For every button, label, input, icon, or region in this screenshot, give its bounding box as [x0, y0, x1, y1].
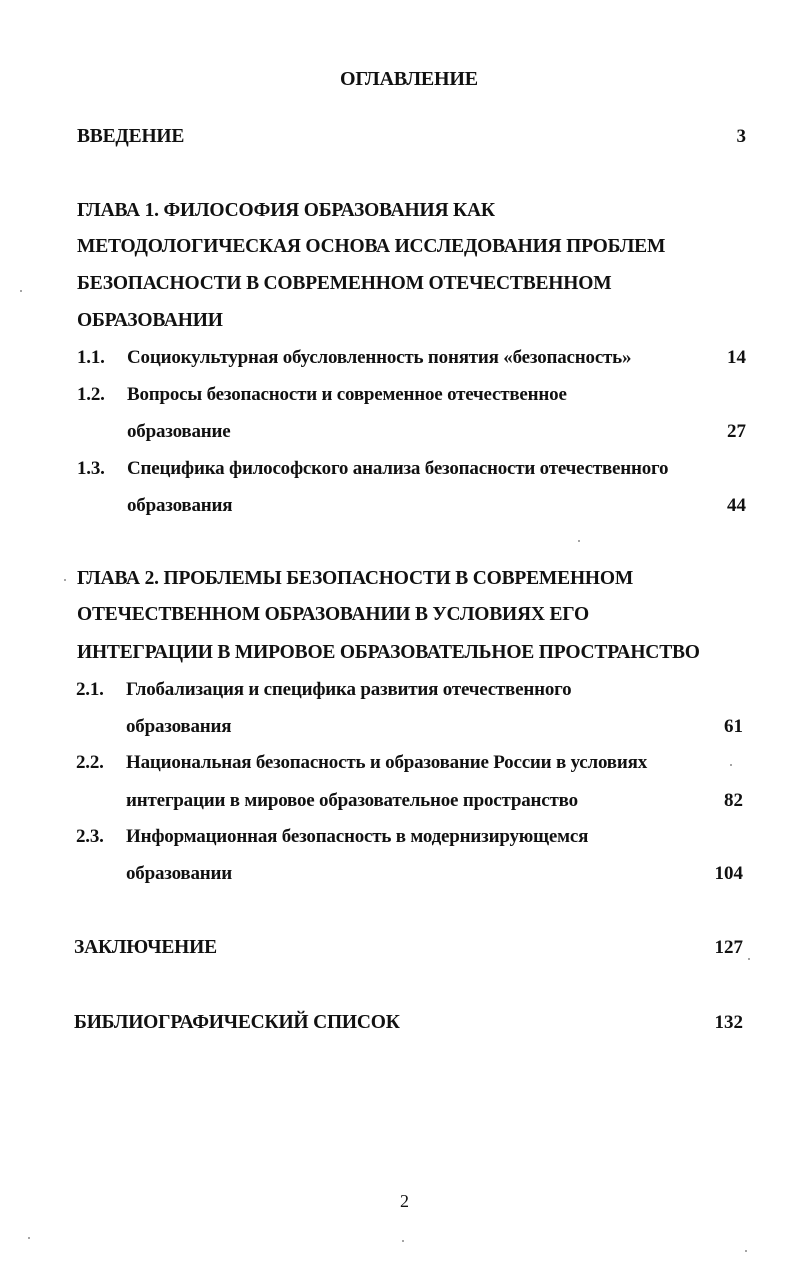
toc-title: ОГЛАВЛЕНИЕ	[340, 68, 478, 90]
section-page-1-3: 44	[727, 495, 746, 516]
scan-speck	[64, 579, 66, 581]
chapter2-heading-line: ОТЕЧЕСТВЕННОМ ОБРАЗОВАНИИ В УСЛОВИЯХ ЕГО	[77, 604, 589, 625]
scan-speck	[748, 958, 750, 960]
section-number-1-2: 1.2.	[77, 384, 105, 405]
toc-entry-bibliography: БИБЛИОГРАФИЧЕСКИЙ СПИСОК	[74, 1012, 400, 1033]
chapter1-heading-line: МЕТОДОЛОГИЧЕСКАЯ ОСНОВА ИССЛЕДОВАНИЯ ПРОБЛЕМ	[77, 236, 666, 257]
scan-speck	[28, 1237, 30, 1239]
section-title-1-3: Специфика философского анализа безопасности отечественного	[127, 458, 669, 479]
chapter2-heading-line: ГЛАВА 2. ПРОБЛЕМЫ БЕЗОПАСНОСТИ В СОВРЕМЕННОМ	[77, 568, 634, 589]
section-number-2-1: 2.1.	[76, 679, 104, 700]
section-number-1-1: 1.1.	[77, 347, 105, 368]
section-title-2-1: Глобализация и специфика развития отечественного	[126, 679, 572, 700]
scan-speck	[402, 1240, 404, 1242]
toc-entry-conclusion-page: 127	[714, 937, 743, 958]
toc-entry-intro: ВВЕДЕНИЕ	[77, 126, 185, 147]
section-title-1-1: Социокультурная обусловленность понятия «безопасность»	[127, 347, 632, 368]
section-title-2-2: Национальная безопасность и образование России в условиях	[126, 752, 647, 773]
section-title-1-3-cont: образования	[127, 495, 233, 516]
chapter1-heading-line: БЕЗОПАСНОСТИ В СОВРЕМЕННОМ ОТЕЧЕСТВЕННОМ	[77, 273, 612, 294]
section-title-2-3-cont: образовании	[126, 863, 233, 884]
section-page-1-1: 14	[727, 347, 746, 368]
section-title-1-2-cont: образование	[127, 421, 231, 442]
scan-speck	[578, 540, 580, 542]
chapter2-heading-line: ИНТЕГРАЦИИ В МИРОВОЕ ОБРАЗОВАТЕЛЬНОЕ ПРОСТРАНСТВО	[77, 642, 700, 663]
page-number: 2	[400, 1191, 409, 1211]
section-number-1-3: 1.3.	[77, 458, 105, 479]
scan-speck	[745, 1250, 747, 1252]
section-title-2-3: Информационная безопасность в модернизирующемся	[126, 826, 589, 847]
scan-speck	[20, 290, 22, 292]
scan-speck	[730, 764, 732, 766]
section-title-2-2-cont: интеграции в мировое образовательное пространство	[126, 790, 578, 811]
section-page-2-1: 61	[724, 716, 743, 737]
section-title-2-1-cont: образования	[126, 716, 232, 737]
section-number-2-3: 2.3.	[76, 826, 104, 847]
toc-entry-bibliography-page: 132	[714, 1012, 743, 1033]
toc-entry-conclusion: ЗАКЛЮЧЕНИЕ	[74, 937, 217, 958]
toc-entry-intro-page: 3	[736, 126, 746, 147]
section-title-1-2: Вопросы безопасности и современное отечественное	[127, 384, 567, 405]
chapter1-heading-line: ОБРАЗОВАНИИ	[77, 310, 223, 331]
section-page-1-2: 27	[727, 421, 746, 442]
section-page-2-2: 82	[724, 790, 743, 811]
chapter1-heading-line: ГЛАВА 1. ФИЛОСОФИЯ ОБРАЗОВАНИЯ КАК	[77, 200, 495, 221]
section-number-2-2: 2.2.	[76, 752, 104, 773]
section-page-2-3: 104	[714, 863, 743, 884]
